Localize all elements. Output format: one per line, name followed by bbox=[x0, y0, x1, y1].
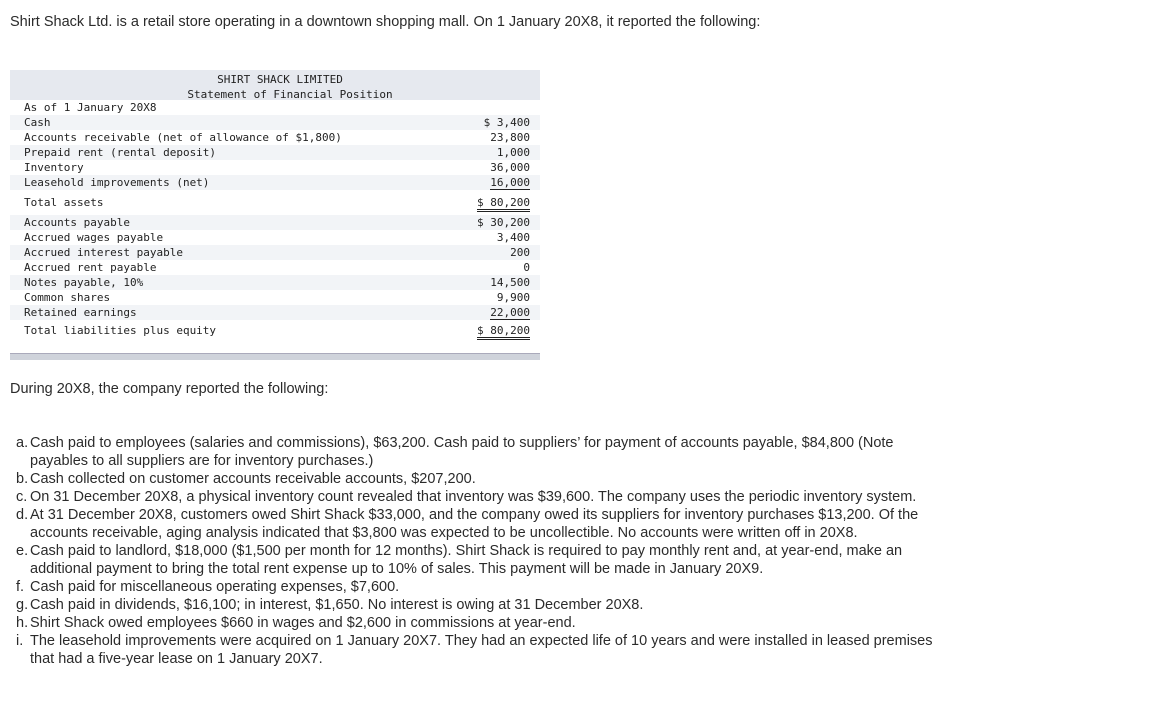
item-text: On 31 December 20X8, a physical inventory count revealed that inventory was $39,600. The company uses the periodic inventory system. bbox=[30, 489, 917, 505]
row-amount: $ 3,400 bbox=[483, 116, 530, 129]
list-item bbox=[16, 506, 951, 542]
item-marker: c. bbox=[16, 489, 28, 505]
row-label: Accrued interest payable bbox=[24, 246, 183, 259]
row-label: Total liabilities plus equity bbox=[24, 324, 217, 337]
row-label: Accounts receivable (net of allowance of $1,800) bbox=[24, 131, 342, 144]
table-row bbox=[10, 145, 540, 160]
statement-header bbox=[10, 70, 540, 100]
row-amount: 3,400 bbox=[496, 231, 530, 244]
date-label: As of 1 January 20X8 bbox=[24, 101, 157, 114]
intro-text: Shirt Shack Ltd. is a retail store operating in a downtown shopping mall. On 1 January 20X8, it reported the following: bbox=[10, 14, 761, 30]
table-row bbox=[10, 305, 540, 320]
row-amount: 0 bbox=[523, 261, 530, 274]
during-heading: During 20X8, the company reported the following: bbox=[10, 381, 329, 397]
table-footer-bar bbox=[10, 353, 540, 360]
item-marker: d. bbox=[16, 507, 29, 523]
row-label: Prepaid rent (rental deposit) bbox=[24, 146, 217, 159]
row-amount: $ 30,200 bbox=[477, 216, 530, 229]
row-amount: 16,000 bbox=[490, 176, 530, 189]
statement-title: Statement of Financial Position bbox=[187, 88, 393, 101]
table-row bbox=[10, 130, 540, 145]
total-assets-row bbox=[10, 195, 540, 210]
row-label: Accrued rent payable bbox=[24, 261, 157, 274]
table-row bbox=[10, 160, 540, 175]
total-liabilities-equity-row bbox=[10, 323, 540, 338]
row-amount: 23,800 bbox=[490, 131, 530, 144]
row-amount: 1,000 bbox=[496, 146, 530, 159]
table-row bbox=[10, 215, 540, 230]
item-text: At 31 December 20X8, customers owed Shirt Shack $33,000, and the company owed its suppliers for inventory purchases $13,200. Of the accounts receivable, aging analysis indicated that $3,800 was expected to be uncollectible. No accounts were written off in 20X8. bbox=[30, 507, 919, 541]
item-text: Cash paid for miscellaneous operating expenses, $7,600. bbox=[30, 579, 400, 595]
row-amount: 22,000 bbox=[490, 306, 530, 319]
row-amount: 36,000 bbox=[490, 161, 530, 174]
list-item bbox=[16, 596, 951, 614]
table-row bbox=[10, 245, 540, 260]
list-item bbox=[16, 470, 951, 488]
table-row bbox=[10, 230, 540, 245]
date-row bbox=[10, 100, 540, 115]
row-amount: 200 bbox=[510, 246, 530, 259]
table-row bbox=[10, 115, 540, 130]
item-text: Shirt Shack owed employees $660 in wages and $2,600 in commissions at year-end. bbox=[30, 615, 576, 631]
item-marker: h. bbox=[16, 615, 29, 631]
row-amount: $ 80,200 bbox=[477, 196, 530, 212]
item-text: Cash paid in dividends, $16,100; in interest, $1,650. No interest is owing at 31 December 20X8. bbox=[30, 597, 644, 613]
item-marker: e. bbox=[16, 543, 29, 559]
item-marker: i. bbox=[16, 633, 24, 649]
item-marker: f. bbox=[16, 579, 25, 595]
row-label: Accounts payable bbox=[24, 216, 130, 229]
row-label: Accrued wages payable bbox=[24, 231, 164, 244]
row-label: Retained earnings bbox=[24, 306, 137, 319]
item-marker: g. bbox=[16, 597, 29, 613]
list-item bbox=[16, 614, 951, 632]
row-label: Total assets bbox=[24, 196, 104, 209]
list-item bbox=[16, 578, 951, 596]
item-text: Cash collected on customer accounts receivable accounts, $207,200. bbox=[30, 471, 476, 487]
row-label: Inventory bbox=[24, 161, 84, 174]
table-row bbox=[10, 275, 540, 290]
list-item bbox=[16, 632, 951, 668]
list-item bbox=[16, 434, 951, 470]
financial-statement-table bbox=[10, 70, 540, 360]
row-label: Leasehold improvements (net) bbox=[24, 176, 210, 189]
item-text: Cash paid to employees (salaries and commissions), $63,200. Cash paid to suppliers’ for payment of accounts payable, $84,800 (Note payables to all suppliers are for inventory purchases.) bbox=[30, 435, 894, 469]
transaction-list bbox=[16, 434, 951, 668]
row-label: Cash bbox=[24, 116, 51, 129]
row-label: Common shares bbox=[24, 291, 111, 304]
list-item bbox=[16, 488, 951, 506]
item-marker: a. bbox=[16, 435, 29, 451]
table-row bbox=[10, 175, 540, 190]
item-text: Cash paid to landlord, $18,000 ($1,500 per month for 12 months). Shirt Shack is required to pay monthly rent and, at year-end, make an additional payment to bring the total rent expense up to 10% of sales. This payment will be made in January 20X9. bbox=[30, 543, 903, 577]
row-label: Notes payable, 10% bbox=[24, 276, 144, 289]
row-amount: $ 80,200 bbox=[477, 324, 530, 340]
table-row bbox=[10, 260, 540, 275]
item-text: The leasehold improvements were acquired on 1 January 20X7. They had an expected life of 10 years and were installed in leased premises that had a five-year lease on 1 January 20X7. bbox=[30, 633, 933, 667]
item-marker: b. bbox=[16, 471, 29, 487]
row-amount: 14,500 bbox=[490, 276, 530, 289]
row-amount: 9,900 bbox=[496, 291, 530, 304]
list-item bbox=[16, 542, 951, 578]
company-name: SHIRT SHACK LIMITED bbox=[217, 73, 343, 86]
table-row bbox=[10, 290, 540, 305]
